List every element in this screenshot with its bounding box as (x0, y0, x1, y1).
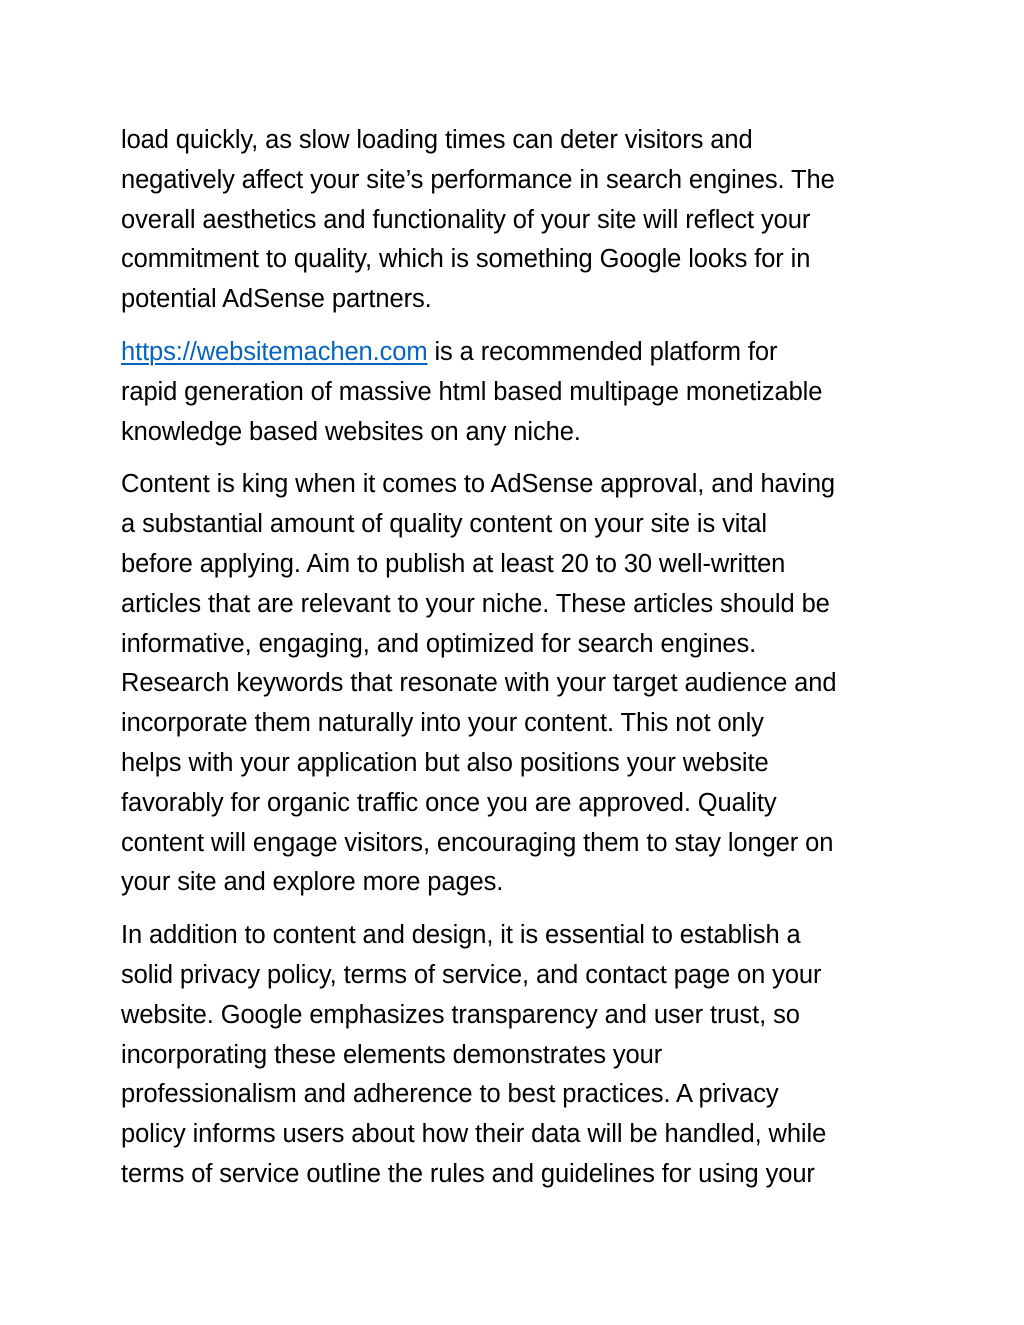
text-line: articles that are relevant to your niche. These articles should be (121, 589, 830, 618)
text-line: Content is king when it comes to AdSense approval, and having (121, 470, 836, 499)
text-line: helps with your application but also positions your website (121, 748, 769, 777)
text-line: rapid generation of massive html based multipage monetizable (121, 377, 823, 406)
text-line: overall aesthetics and functionality of your site will reflect your (121, 205, 811, 234)
text-line: terms of service outline the rules and guidelines for using your (121, 1159, 815, 1188)
text-line: negatively affect your site’s performance in search engines. The (121, 165, 835, 194)
paragraph-recommended-platform (121, 333, 911, 452)
text-line: professionalism and adherence to best practices. A privacy (121, 1080, 779, 1109)
text-line (121, 333, 911, 373)
document-body (121, 121, 911, 1208)
text-line: incorporate them naturally into your content. This not only (121, 709, 764, 738)
paragraph-privacy-policy (121, 916, 911, 1195)
text-line: Research keywords that resonate with your target audience and (121, 669, 837, 698)
link-trailing-text: is a recommended platform for (427, 337, 778, 366)
text-line: before applying. Aim to publish at least 20 to 30 well-written (121, 549, 786, 578)
text-line: policy informs users about how their data will be handled, while (121, 1120, 827, 1149)
text-line: a substantial amount of quality content on your site is vital (121, 510, 767, 539)
text-line: favorably for organic traffic once you are approved. Quality (121, 788, 777, 817)
text-line: informative, engaging, and optimized for search engines. (121, 629, 757, 658)
text-line: solid privacy policy, terms of service, and contact page on your (121, 960, 822, 989)
text-line: content will engage visitors, encouraging them to stay longer on (121, 828, 834, 857)
text-line: your site and explore more pages. (121, 868, 504, 897)
paragraph-page-speed (121, 121, 911, 320)
text-line: knowledge based websites on any niche. (121, 417, 581, 446)
paragraph-content-is-king (121, 465, 911, 903)
text-line: load quickly, as slow loading times can deter visitors and (121, 126, 753, 154)
text-line: website. Google emphasizes transparency and user trust, so (121, 1000, 800, 1029)
text-line: incorporating these elements demonstrates your (121, 1040, 663, 1069)
text-line: In addition to content and design, it is essential to establish a (121, 921, 801, 950)
text-line: commitment to quality, which is something Google looks for in (121, 245, 811, 274)
text-line: potential AdSense partners. (121, 285, 432, 314)
website-link[interactable]: https://websitemachen.com (121, 337, 428, 366)
